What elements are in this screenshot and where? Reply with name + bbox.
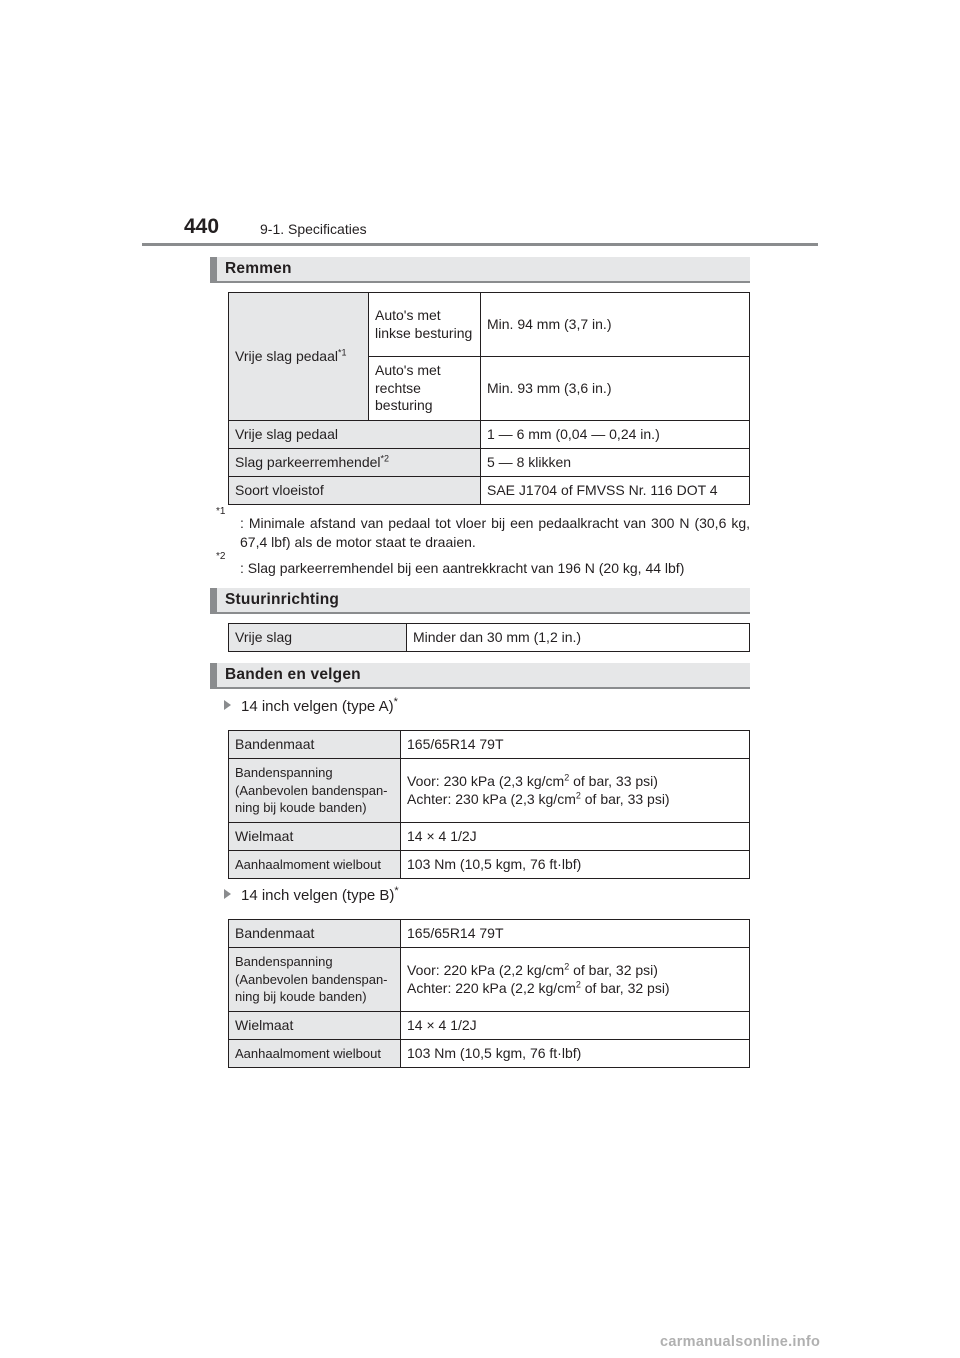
section-stuurinrichting: [210, 588, 750, 614]
tire-size-label: Bandenmaat: [229, 731, 401, 759]
torque-label: Aanhaalmoment wielbout: [229, 851, 401, 879]
wheels-a-table: [228, 730, 750, 879]
footnote-2: *2 : Slag parkeerremhendel bij een aantrekkracht van 196 N (20 kg, 44 lbf): [216, 551, 685, 576]
tire-size-value: 165/65R14 79T: [401, 731, 750, 759]
section-banden: [210, 663, 750, 689]
table-row: [229, 421, 750, 449]
parking-brake-label: Slag parkeerremhendel$^{*2}$: [229, 449, 481, 477]
pedal-free-play-label: Vrije slag pedaal: [229, 421, 481, 449]
wheels-b-heading: 14 inch velgen (type B)*: [224, 887, 399, 904]
section-remmen: [210, 257, 750, 283]
pedal-free-play-value: 1 — 6 mm (0,04 — 0,24 in.): [481, 421, 750, 449]
table-row: [229, 851, 750, 879]
fluid-type-value: SAE J1704 of FMVSS Nr. 116 DOT 4: [481, 477, 750, 505]
tire-size-label: Bandenmaat: [229, 920, 401, 948]
tire-pressure-value: Voor: 230 kPa (2,3 $kg/cm^2$ of bar, 33 psi) Achter: 230 kPa (2,3 $kg/cm^2$ of bar, 33 psi): [401, 759, 750, 823]
lhd-label: Auto's met linkse besturing: [369, 293, 481, 357]
table-row: [229, 293, 750, 357]
wheel-size-value: 14 × 4 1/2J: [401, 823, 750, 851]
remmen-table: [228, 292, 750, 505]
steering-free-play-value: Minder dan 30 mm (1,2 in.): [407, 624, 750, 652]
table-row: [229, 920, 750, 948]
triangle-bullet-icon: [224, 700, 231, 710]
tire-pressure-label: Bandenspanning (Aanbevolen bandenspan- ning bij koude banden): [229, 759, 401, 823]
torque-value: 103 Nm (10,5 kgm, 76 ft·lbf): [401, 851, 750, 879]
footnote-1: *1 : Minimale afstand van pedaal tot vloer bij een pedaalkracht van 300 N (30,6 kg, 67,4 lbf) als de motor staat te draaien.: [216, 506, 750, 550]
table-row: [229, 731, 750, 759]
rhd-label: Auto's met rechtse besturing: [369, 357, 481, 421]
table-row: [229, 1012, 750, 1040]
header-rule: [142, 243, 818, 246]
parking-brake-value: 5 — 8 klikken: [481, 449, 750, 477]
steering-free-play-label: Vrije slag: [229, 624, 407, 652]
free-play-label-cell: Vrije slag pedaal$^{*1}$: [229, 293, 369, 421]
tire-pressure-label: Bandenspanning (Aanbevolen bandenspan- ning bij koude banden): [229, 948, 401, 1012]
table-row: [229, 624, 750, 652]
table-row: [229, 823, 750, 851]
table-row: [229, 477, 750, 505]
steering-table: [228, 623, 750, 652]
table-row: [229, 948, 750, 1012]
rhd-value: Min. 93 mm (3,6 in.): [481, 357, 750, 421]
torque-label: Aanhaalmoment wielbout: [229, 1040, 401, 1068]
section-banden-title: Banden en velgen: [225, 666, 361, 683]
wheel-size-value: 14 × 4 1/2J: [401, 1012, 750, 1040]
wheels-b-table: [228, 919, 750, 1068]
watermark: carmanualsonline.info: [660, 1334, 821, 1350]
page-number: 440: [184, 215, 220, 238]
tire-pressure-value: Voor: 220 kPa (2,2 $kg/cm^2$ of bar, 32 psi) Achter: 220 kPa (2,2 $kg/cm^2$ of bar, 32 psi): [401, 948, 750, 1012]
wheel-size-label: Wielmaat: [229, 823, 401, 851]
tire-size-value: 165/65R14 79T: [401, 920, 750, 948]
chapter-title: 9-1. Specificaties: [260, 221, 367, 237]
table-row: [229, 1040, 750, 1068]
torque-value: 103 Nm (10,5 kgm, 76 ft·lbf): [401, 1040, 750, 1068]
section-remmen-title: Remmen: [225, 260, 292, 277]
triangle-bullet-icon: [224, 889, 231, 899]
table-row: [229, 759, 750, 823]
wheels-a-heading: 14 inch velgen (type A)*: [224, 698, 398, 715]
table-row: [229, 449, 750, 477]
wheel-size-label: Wielmaat: [229, 1012, 401, 1040]
fluid-type-label: Soort vloeistof: [229, 477, 481, 505]
lhd-value: Min. 94 mm (3,7 in.): [481, 293, 750, 357]
section-stuur-title: Stuurinrichting: [225, 591, 340, 608]
